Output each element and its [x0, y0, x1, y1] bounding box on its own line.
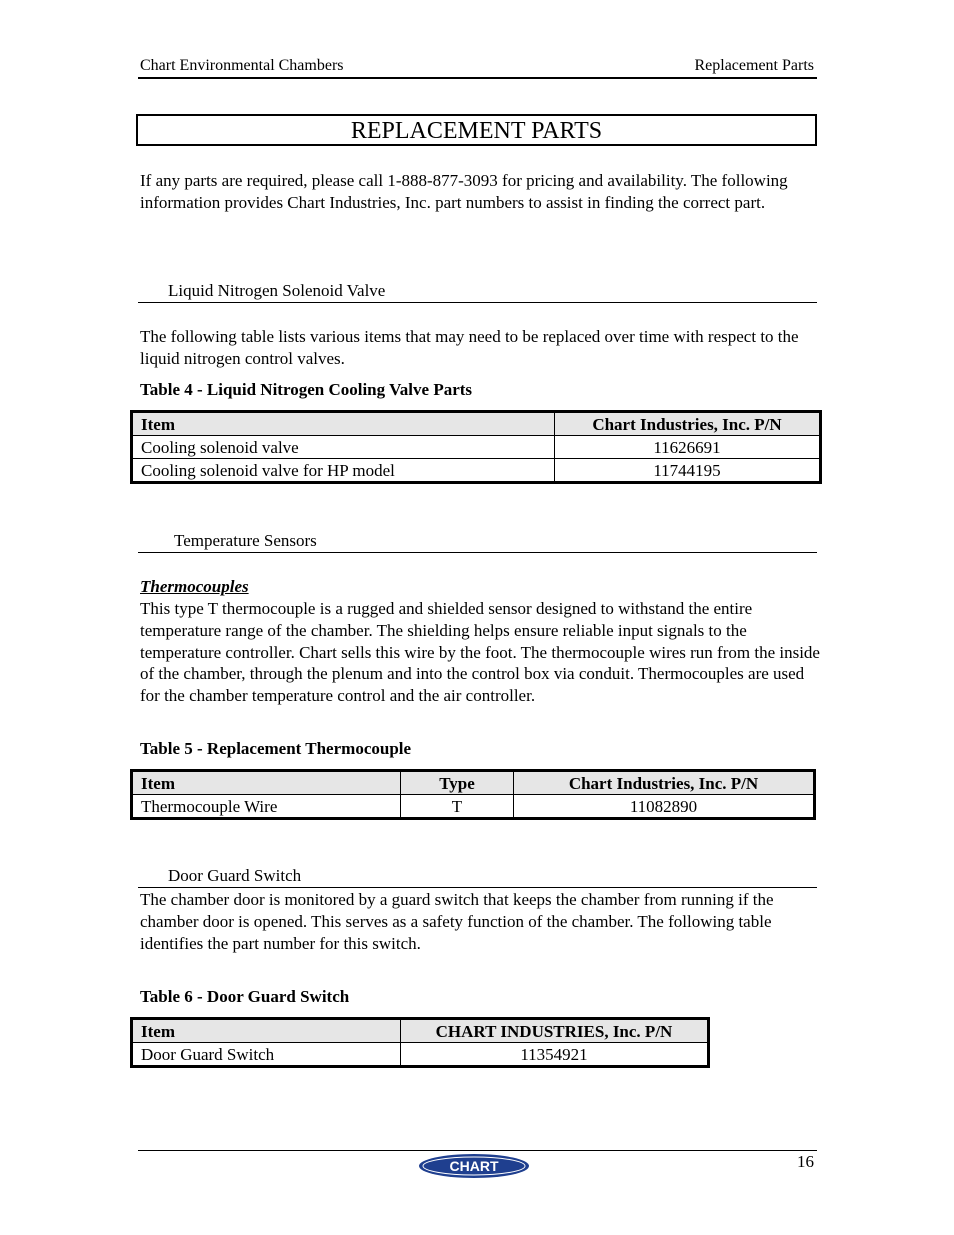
header-left: Chart Environmental Chambers [140, 57, 344, 74]
table-caption-5: Table 5 - Replacement Thermocouple [140, 739, 412, 758]
section-heading-temperature: Temperature Sensors [174, 531, 317, 550]
table-thermocouple [130, 769, 816, 820]
cell-item: Thermocouple Wire [132, 795, 401, 819]
logo-text: CHART [449, 1158, 499, 1174]
page-number: 16 [797, 1152, 814, 1171]
section-text-thermocouples: This type T thermocouple is a rugged and shielded sensor designed to withstand the entire temperature range of the chamber. The shielding helps ensure reliable input signals to the temperature controller. Chart sells this wire by the foot. The thermocouple wires run from the inside of the chamber, through the plenum and into the control box via conduit. Thermocouples are used for the chamber temperature control and the air controller. [140, 599, 820, 706]
subheading-thermocouples: Thermocouples [140, 577, 249, 596]
cell-pn: 11626691 [555, 436, 821, 459]
section-rule [138, 887, 817, 888]
table-caption-6: Table 6 - Door Guard Switch [140, 987, 350, 1006]
cell-type: T [401, 795, 514, 819]
table-row [132, 459, 821, 483]
col-header-pn: Chart Industries, Inc. P/N [514, 771, 815, 795]
table-row [132, 1043, 709, 1067]
col-header-pn: Chart Industries, Inc. P/N [555, 412, 821, 436]
table-header-row [132, 771, 815, 795]
cell-pn: 11744195 [555, 459, 821, 483]
table-header-row [132, 412, 821, 436]
table-header-row [132, 1019, 709, 1043]
cell-item: Cooling solenoid valve for HP model [132, 459, 555, 483]
table-row [132, 436, 821, 459]
page-title: REPLACEMENT PARTS [136, 114, 817, 146]
header-right: Replacement Parts [694, 57, 814, 74]
cell-item: Door Guard Switch [132, 1043, 401, 1067]
section-text-solenoid: The following table lists various items that may need to be replaced over time with respect to the liquid nitrogen control valves. [140, 327, 799, 368]
section-heading-door-guard: Door Guard Switch [168, 866, 302, 885]
footer-rule [138, 1150, 817, 1151]
cell-pn: 11082890 [514, 795, 815, 819]
table-caption-4: Table 4 - Liquid Nitrogen Cooling Valve Parts [140, 380, 473, 399]
cell-item: Cooling solenoid valve [132, 436, 555, 459]
table-door-guard [130, 1017, 710, 1068]
col-header-pn: CHART INDUSTRIES, Inc. P/N [401, 1019, 709, 1043]
section-heading-solenoid: Liquid Nitrogen Solenoid Valve [168, 281, 386, 300]
table-solenoid-parts [130, 410, 822, 484]
section-rule [138, 302, 817, 303]
header-rule [138, 77, 817, 79]
intro-paragraph: If any parts are required, please call 1-888-877-3093 for pricing and availability. The following information provides Chart Industries, Inc. part numbers to assist in finding the correct part. [140, 171, 788, 212]
chart-logo [418, 1153, 534, 1179]
col-header-item: Item [132, 771, 401, 795]
cell-pn: 11354921 [401, 1043, 709, 1067]
section-rule [138, 552, 817, 553]
col-header-type: Type [401, 771, 514, 795]
section-text-door-guard: The chamber door is monitored by a guard switch that keeps the chamber from running if the chamber door is opened. This serves as a safety function of the chamber. The following table identifies the part number for this switch. [140, 890, 774, 953]
col-header-item: Item [132, 1019, 401, 1043]
table-row [132, 795, 815, 819]
col-header-item: Item [132, 412, 555, 436]
